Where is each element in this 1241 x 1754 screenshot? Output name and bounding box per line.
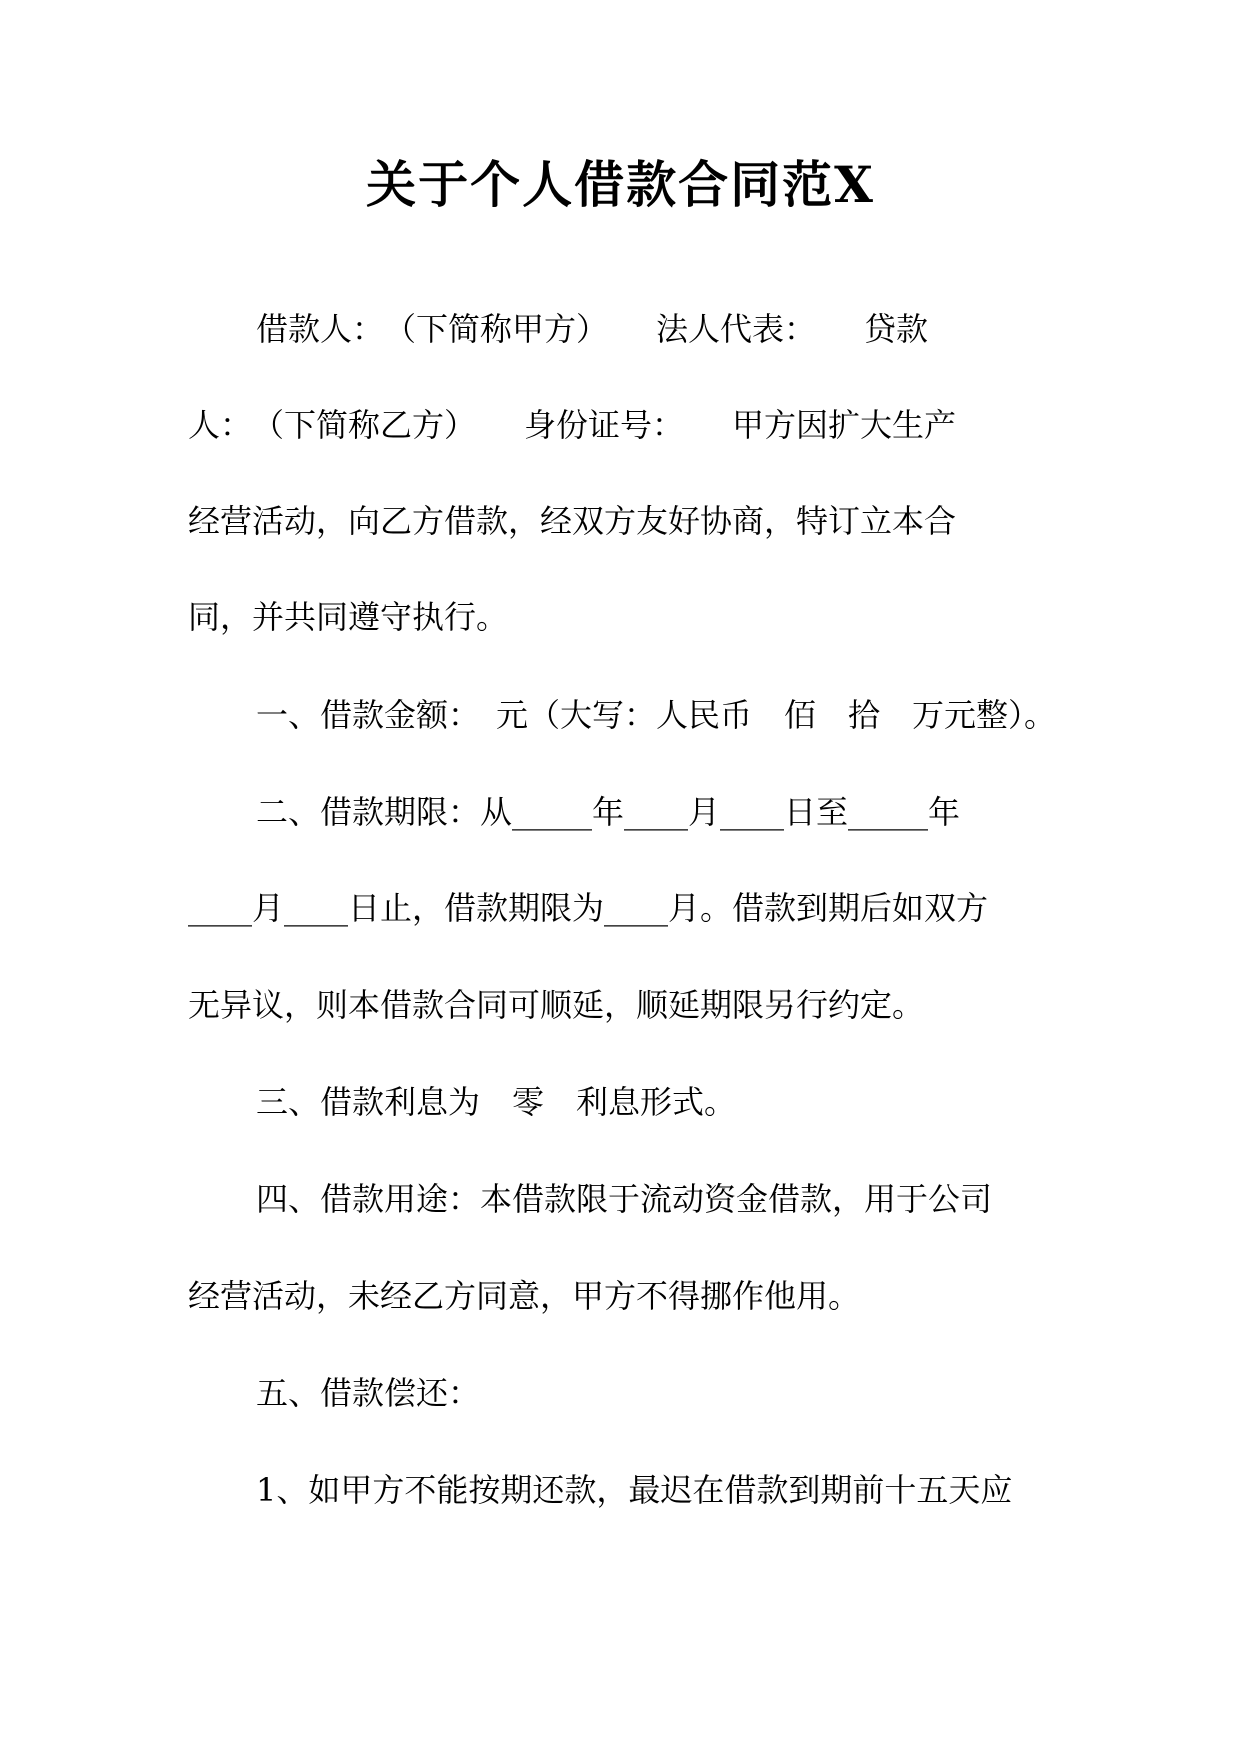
paragraph-line: 人： （下简称乙方） 身份证号： 甲方因扩大生产: [188, 406, 957, 444]
paragraph-line: 一、借款金额： 元（大写：人民币 佰 拾 万元整）。: [256, 696, 1057, 734]
paragraph-line: 1、如甲方不能按期还款，最迟在借款到期前十五天应: [256, 1471, 1013, 1509]
paragraph-line: 无异议，则本借款合同可顺延，顺延期限另行约定。: [188, 986, 925, 1024]
paragraph-line: 五、借款偿还：: [256, 1374, 481, 1412]
paragraph-line: 经营活动，未经乙方同意，甲方不得挪作他用。: [188, 1277, 861, 1315]
paragraph-line: 二、借款期限：从_____年____月____日至_____年: [256, 793, 961, 831]
paragraph-line: 经营活动，向乙方借款，经双方友好协商，特订立本合: [188, 502, 957, 540]
document-title: 关于个人借款合同范X: [366, 155, 875, 214]
paragraph-line: 同，并共同遵守执行。: [188, 598, 509, 636]
paragraph-line: 三、借款利息为 零 利息形式。: [256, 1083, 737, 1121]
paragraph-line: 借款人： （下简称甲方） 法人代表： 贷款: [256, 310, 929, 348]
paragraph-line: 四、借款用途：本借款限于流动资金借款，用于公司: [256, 1180, 993, 1218]
paragraph-line: ____月____日止，借款期限为____月。借款到期后如双方: [188, 889, 989, 927]
